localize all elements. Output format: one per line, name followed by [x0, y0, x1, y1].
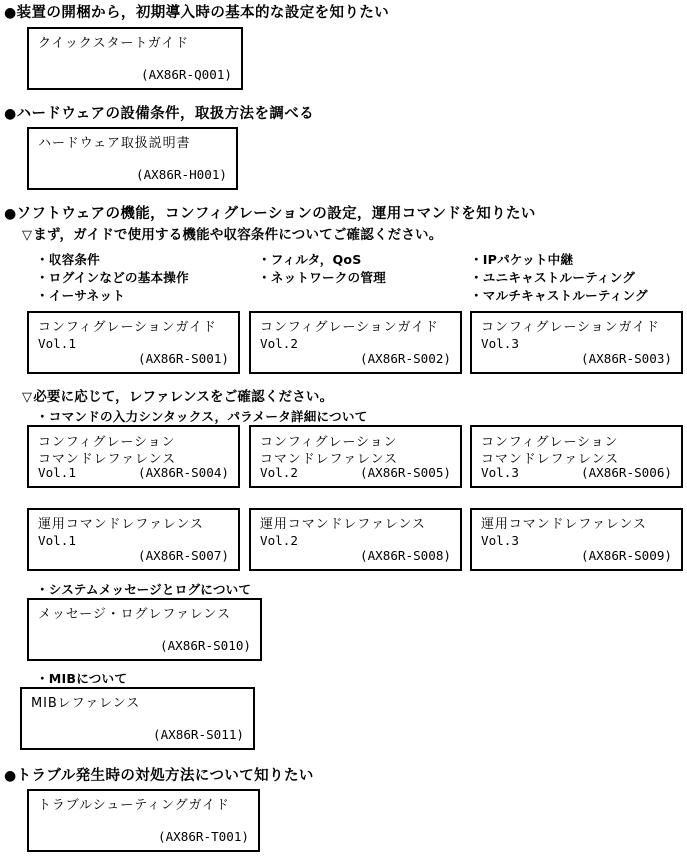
manual-box-operation-command-ref-vol3[interactable]	[470, 508, 683, 571]
manual-box-operation-command-ref-vol2[interactable]	[249, 508, 462, 571]
manual-title: コンフィグレーションガイド	[38, 320, 217, 335]
section-heading-hardware	[4, 107, 314, 122]
manual-code: (AX86R-S011)	[153, 727, 244, 742]
manual-box-hardware[interactable]	[27, 127, 238, 190]
manual-volume: Vol.1	[38, 533, 76, 548]
manual-title-line1: コンフィグレーション	[481, 435, 619, 450]
manual-volume: Vol.2	[260, 533, 298, 548]
manual-title: クイックスタートガイド	[38, 36, 190, 51]
manual-code: (AX86R-S005)	[360, 465, 451, 480]
manual-box-quick-start[interactable]	[27, 27, 243, 90]
manual-title: 運用コマンドレファレンス	[481, 517, 647, 532]
manual-title: 運用コマンドレファレンス	[260, 517, 426, 532]
manual-code: (AX86R-S010)	[160, 638, 251, 653]
manual-volume: Vol.1	[38, 465, 76, 480]
section-bullet-icon: ●	[4, 768, 17, 784]
manual-box-operation-command-ref-vol1[interactable]	[27, 508, 240, 571]
section-heading-text: トラブル発生時の対処方法について知りたい	[16, 768, 314, 784]
manual-volume: Vol.2	[260, 336, 298, 351]
manual-box-config-command-ref-vol2[interactable]	[249, 425, 462, 488]
manual-title	[481, 434, 619, 468]
manual-box-config-guide-vol3[interactable]	[470, 311, 683, 374]
feature-bullet: ・収容条件	[36, 252, 100, 267]
manual-code: (AX86R-S001)	[138, 351, 229, 366]
manual-title: ハードウェア取扱説明書	[38, 136, 191, 151]
note-mib: ・MIBについて	[36, 671, 128, 686]
feature-bullet: ・マルチキャストルーティング	[470, 288, 648, 303]
subheading-guide	[22, 229, 442, 243]
manual-volume: Vol.1	[38, 336, 76, 351]
manual-box-mib-ref[interactable]	[20, 687, 255, 750]
manual-box-troubleshooting[interactable]	[27, 789, 260, 852]
manual-box-config-guide-vol1[interactable]	[27, 311, 240, 374]
manual-code: (AX86R-S008)	[360, 548, 451, 563]
manual-title: トラブルシューティングガイド	[38, 798, 230, 813]
section-bullet-icon: ●	[4, 206, 17, 222]
feature-bullet: ・IPパケット中継	[470, 252, 574, 267]
manual-volume: Vol.3	[481, 336, 519, 351]
section-heading-text: ソフトウェアの機能，コンフィグレーションの設定，運用コマンドを知りたい	[16, 206, 536, 222]
triangle-marker-icon: ▽	[22, 390, 33, 405]
triangle-marker-icon: ▽	[22, 228, 33, 243]
section-heading-text: 装置の開梱から，初期導入時の基本的な設定を知りたい	[16, 5, 390, 21]
manual-title: MIBレファレンス	[31, 696, 141, 711]
manual-code: (AX86R-S002)	[360, 351, 451, 366]
manual-title-line2: コマンドレファレンス	[481, 452, 620, 467]
manual-code: (AX86R-S007)	[138, 548, 229, 563]
subheading-reference	[22, 391, 333, 405]
manual-title-line2: コマンドレファレンス	[38, 452, 177, 467]
note-system-message: ・システムメッセージとログについて	[36, 582, 252, 597]
feature-bullet: ・ネットワークの管理	[258, 270, 386, 285]
section-heading-text: ハードウェアの設備条件，取扱方法を調べる	[16, 106, 315, 122]
manual-volume: Vol.2	[260, 465, 298, 480]
feature-bullet: ・ユニキャストルーティング	[470, 270, 636, 285]
manual-title: 運用コマンドレファレンス	[38, 517, 204, 532]
subheading-guide-text: まず，ガイドで使用する機能や収容条件についてご確認ください。	[33, 227, 443, 243]
feature-bullet: ・イーサネット	[36, 288, 126, 303]
section-heading-quick-start	[4, 6, 389, 21]
manual-code: (AX86R-S003)	[581, 351, 672, 366]
manual-title: コンフィグレーションガイド	[481, 320, 660, 335]
section-bullet-icon: ●	[4, 5, 17, 21]
section-heading-software	[4, 207, 536, 222]
feature-bullet: ・フィルタ，QoS	[258, 252, 362, 267]
manual-code: (AX86R-S004)	[138, 465, 229, 480]
manual-title: コンフィグレーションガイド	[260, 320, 439, 335]
section-bullet-icon: ●	[4, 106, 17, 122]
feature-bullet: ・ログインなどの基本操作	[36, 270, 189, 285]
manual-title	[260, 434, 398, 468]
section-heading-troubleshooting	[4, 769, 314, 784]
manual-code: (AX86R-S009)	[581, 548, 672, 563]
manual-title-line1: コンフィグレーション	[38, 435, 176, 450]
manual-box-message-log-ref[interactable]	[27, 598, 262, 661]
manual-code: (AX86R-H001)	[136, 167, 227, 182]
manual-code: (AX86R-T001)	[158, 829, 249, 844]
manual-code: (AX86R-Q001)	[141, 67, 232, 82]
manual-box-config-guide-vol2[interactable]	[249, 311, 462, 374]
subheading-reference-text: 必要に応じて，レファレンスをご確認ください。	[33, 389, 334, 405]
manual-title-line2: コマンドレファレンス	[260, 452, 399, 467]
note-command-syntax: ・コマンドの入力シンタックス，パラメータ詳細について	[36, 409, 368, 424]
manual-title: メッセージ・ログレファレンス	[38, 607, 231, 622]
manual-volume: Vol.3	[481, 465, 519, 480]
manual-title	[38, 434, 176, 468]
manual-code: (AX86R-S006)	[581, 465, 672, 480]
manual-box-config-command-ref-vol3[interactable]	[470, 425, 683, 488]
manual-box-config-command-ref-vol1[interactable]	[27, 425, 240, 488]
manual-volume: Vol.3	[481, 533, 519, 548]
manual-title-line1: コンフィグレーション	[260, 435, 398, 450]
